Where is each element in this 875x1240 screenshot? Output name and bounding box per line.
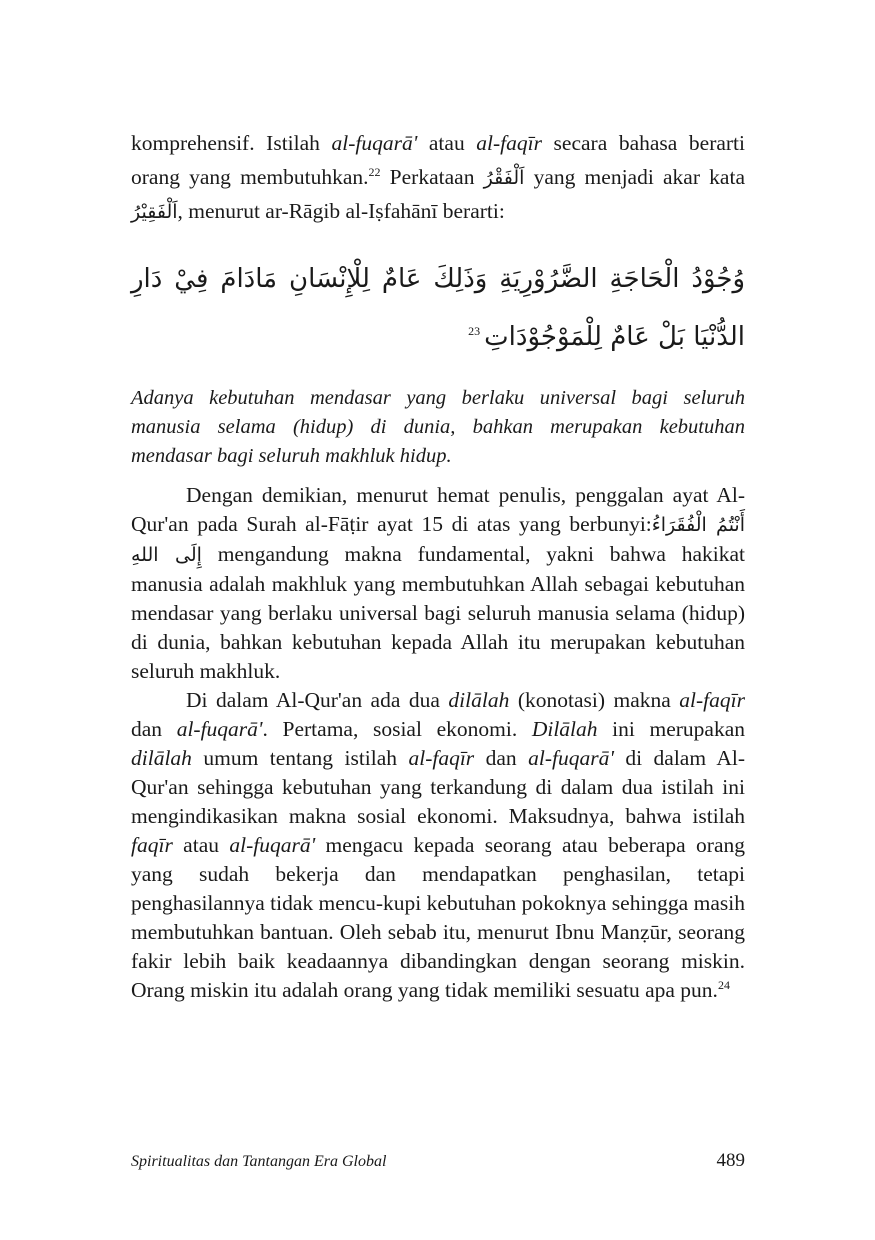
- term: al-faqīr: [679, 687, 745, 712]
- book-title: Spiritualitas dan Tantangan Era Global: [131, 1153, 387, 1170]
- text: . Pertama, sosial ekonomi.: [262, 716, 532, 741]
- text: secara bahasa berarti orang yang membutuhkan.: [131, 131, 745, 189]
- text: Perkataan: [380, 164, 484, 189]
- text: di dalam Al-Qur'an sehingga kebutuhan yang terkandung di dalam dua istilah ini mengindikasikan makna sosial ekonomi. Maksudnya, bahwa istilah: [131, 745, 745, 828]
- page-footer: [131, 1150, 745, 1172]
- term: Dilālah: [531, 716, 598, 741]
- text: umum tentang istilah: [191, 745, 409, 770]
- term: dilālah: [448, 687, 510, 712]
- text: (konotasi) makna: [509, 687, 680, 712]
- term: faqīr: [131, 832, 173, 857]
- arabic-term-al-faqiru: اَلْفَقِيْرُ: [131, 201, 178, 223]
- paragraph-2: [131, 481, 745, 686]
- footnote-ref-23: 23: [468, 323, 481, 338]
- term: al-fuqarā': [229, 832, 316, 857]
- text: dan: [474, 745, 529, 770]
- text: mengacu kepada seorang atau beberapa orang yang sudah bekerja dan mendapatkan penghasilan, tetapi penghasilannya tidak mencu-kupi kebutuhan pokoknya sehingga masih membutuhkan bantuan. Oleh sebab itu, menurut Ibnu Manẓūr, seorang fakir lebih baik keadaannya dibandingkan dengan seorang miskin. Orang miskin itu adalah orang yang tidak memiliki sesuatu apa pun.: [131, 832, 746, 1002]
- term-al-faqir: al-faqīr: [476, 131, 542, 155]
- text: yang menjadi akar kata: [524, 164, 745, 189]
- arabic-term-al-faqru: اَلْفَقْرُ: [483, 166, 525, 189]
- footnote-ref-24: 24: [717, 977, 730, 992]
- page-body: [131, 127, 745, 1005]
- text: Di dalam Al-Qur'an ada dua: [186, 687, 449, 712]
- text: dan: [131, 716, 177, 741]
- arabic-quote: [131, 250, 745, 366]
- text: atau: [417, 131, 477, 155]
- term: dilālah: [131, 745, 192, 770]
- text: Dengan demikian, menurut hemat penulis, penggalan ayat Al-Qur'an pada Surah al-Fāṭir ayat 15 di atas yang berbunyi:: [131, 482, 745, 536]
- text: , menurut ar-Rāgib al-Iṣfahānī berarti:: [177, 199, 505, 223]
- term: al-fuqarā': [528, 745, 614, 770]
- arabic-quote-text: وُجُوْدُ الْحَاجَةِ الضَّرُوْرِيَةِ وَذَلِكَ عَامٌ لِلْإِنْسَانِ مَادَامَ فِيْ دَارِ الدُّنْيَا بَلْ عَامٌ لِلْمَوْجُوْدَاتِ: [131, 263, 745, 352]
- quote-translation: Adanya kebutuhan mendasar yang berlaku universal bagi seluruh manusia selama (hidup) di dunia, bahkan merupakan kebutuhan mendasar bagi seluruh makhluk hidup.: [131, 386, 745, 467]
- paragraph-1: [131, 127, 745, 230]
- text: ini merupakan: [597, 716, 746, 741]
- footnote-ref-22: 22: [368, 164, 381, 179]
- text: mengandung makna fundamental, yakni bahwa hakikat manusia adalah makhluk yang membutuhkan Allah sebagai kebutuhan mendasar yang berlaku universal bagi seluruh manusia selama (hidup) di dunia, bahkan kebutuhan kepada Allah itu merupakan kebutuhan seluruh makhluk.: [131, 541, 745, 683]
- page-number: 489: [716, 1150, 745, 1171]
- text: komprehensif. Istilah: [131, 131, 332, 155]
- text: atau: [172, 832, 230, 857]
- paragraph-3: [131, 686, 745, 1005]
- arabic-verse-fragment: أَنْتُمُ الْفُقَرَاءُ إِلَى اللهِ: [131, 513, 745, 566]
- term-al-fuqara: al-fuqarā': [331, 131, 418, 155]
- term: al-fuqarā': [176, 716, 263, 741]
- term: al-faqīr: [408, 745, 475, 770]
